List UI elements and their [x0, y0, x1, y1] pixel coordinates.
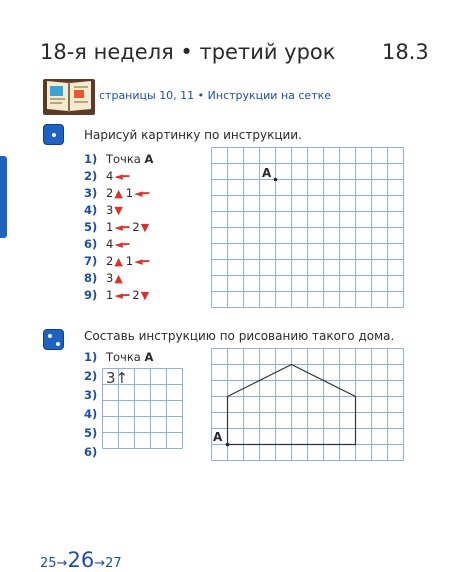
step-text: 1: [125, 254, 134, 268]
task1-step-9: [84, 287, 152, 304]
lesson-subtitle: страницы 10, 11 • Инструкции на сетке: [99, 89, 332, 102]
dice-two-icon: [43, 329, 64, 350]
arrow-up-icon: ▲: [114, 187, 123, 200]
task2-prompt: Составь инструкцию по рисованию такого дома.: [84, 329, 395, 343]
task1-prompt: Нарисуй картинку по инструкции.: [84, 128, 302, 142]
page-title: 18-я неделя • третий урок: [40, 40, 336, 64]
task1-step-4: [84, 202, 126, 219]
step-text: 2: [106, 186, 114, 200]
task1-step-1: [84, 151, 153, 168]
step-number: 6): [84, 445, 98, 459]
arrow-left-icon: ◄━: [114, 289, 130, 302]
task1-step-8: [84, 270, 126, 287]
arrow-down-icon: ▼: [140, 289, 150, 302]
step-number: 8): [84, 271, 98, 285]
step-number: 4): [84, 203, 98, 217]
arrow-left-icon: ◄━: [114, 170, 130, 183]
step-text: 3: [106, 203, 114, 217]
step-text: 1: [106, 288, 114, 302]
arrow-right-icon: →: [94, 556, 106, 571]
step-number: 1): [84, 152, 98, 166]
step-text: 2: [132, 220, 140, 234]
arrow-left-icon: ◄━: [134, 187, 150, 200]
step-number: 3): [84, 388, 98, 402]
step-text: Точка: [106, 152, 141, 166]
step-number: 9): [84, 288, 98, 302]
step-text: 2: [106, 254, 114, 268]
task1-step-3: [84, 185, 152, 202]
point-label: A: [144, 350, 154, 364]
task1-step-6: [84, 236, 132, 253]
step-text: 4: [106, 169, 114, 183]
dice-one-icon: [43, 124, 64, 145]
task1-step-2: [84, 168, 132, 185]
step-number: 2): [84, 169, 98, 183]
point-a-dot: [226, 443, 230, 447]
step-number: 4): [84, 407, 98, 421]
arrow-up-icon: ▲: [114, 272, 123, 285]
step-number: 1): [84, 350, 98, 364]
step-number: 3): [84, 186, 98, 200]
next-page[interactable]: 27: [105, 556, 122, 571]
point-label: A: [144, 152, 154, 166]
book-icon: [43, 77, 95, 115]
task1-grid[interactable]: [211, 147, 418, 308]
arrow-down-icon: ▼: [114, 204, 123, 217]
step-number: 5): [84, 426, 98, 440]
arrow-right-icon: →: [56, 556, 68, 571]
task2-point-label: A: [213, 430, 223, 444]
arrow-up-icon: ▲: [114, 255, 123, 268]
arrow-left-icon: ◄━: [134, 255, 150, 268]
current-page: 26: [67, 548, 95, 572]
step-text: 2: [132, 288, 140, 302]
arrow-left-icon: ◄━: [114, 221, 130, 234]
task1-step-5: [84, 219, 152, 236]
step-text: 1: [106, 220, 114, 234]
task1-point-label: A: [262, 166, 272, 180]
task1-step-7: [84, 253, 152, 270]
step-number: 2): [84, 369, 98, 383]
task2-step-1: [84, 349, 153, 366]
step-number: 7): [84, 254, 98, 268]
side-tab: [0, 156, 7, 238]
lesson-code: 18.3: [382, 40, 429, 64]
step-number: 5): [84, 220, 98, 234]
step-number: 6): [84, 237, 98, 251]
arrow-down-icon: ▼: [140, 221, 150, 234]
prev-page[interactable]: 25: [40, 556, 57, 571]
point-a-dot: [274, 178, 278, 182]
step-text: 1: [125, 186, 134, 200]
step-text: Точка: [106, 350, 141, 364]
step-text: 3: [106, 271, 114, 285]
arrow-left-icon: ◄━: [114, 238, 130, 251]
handwritten-answer: 3↑: [106, 369, 129, 387]
step-text: 4: [106, 237, 114, 251]
task2-house-grid[interactable]: [211, 348, 404, 462]
page-navigation: [40, 548, 122, 572]
